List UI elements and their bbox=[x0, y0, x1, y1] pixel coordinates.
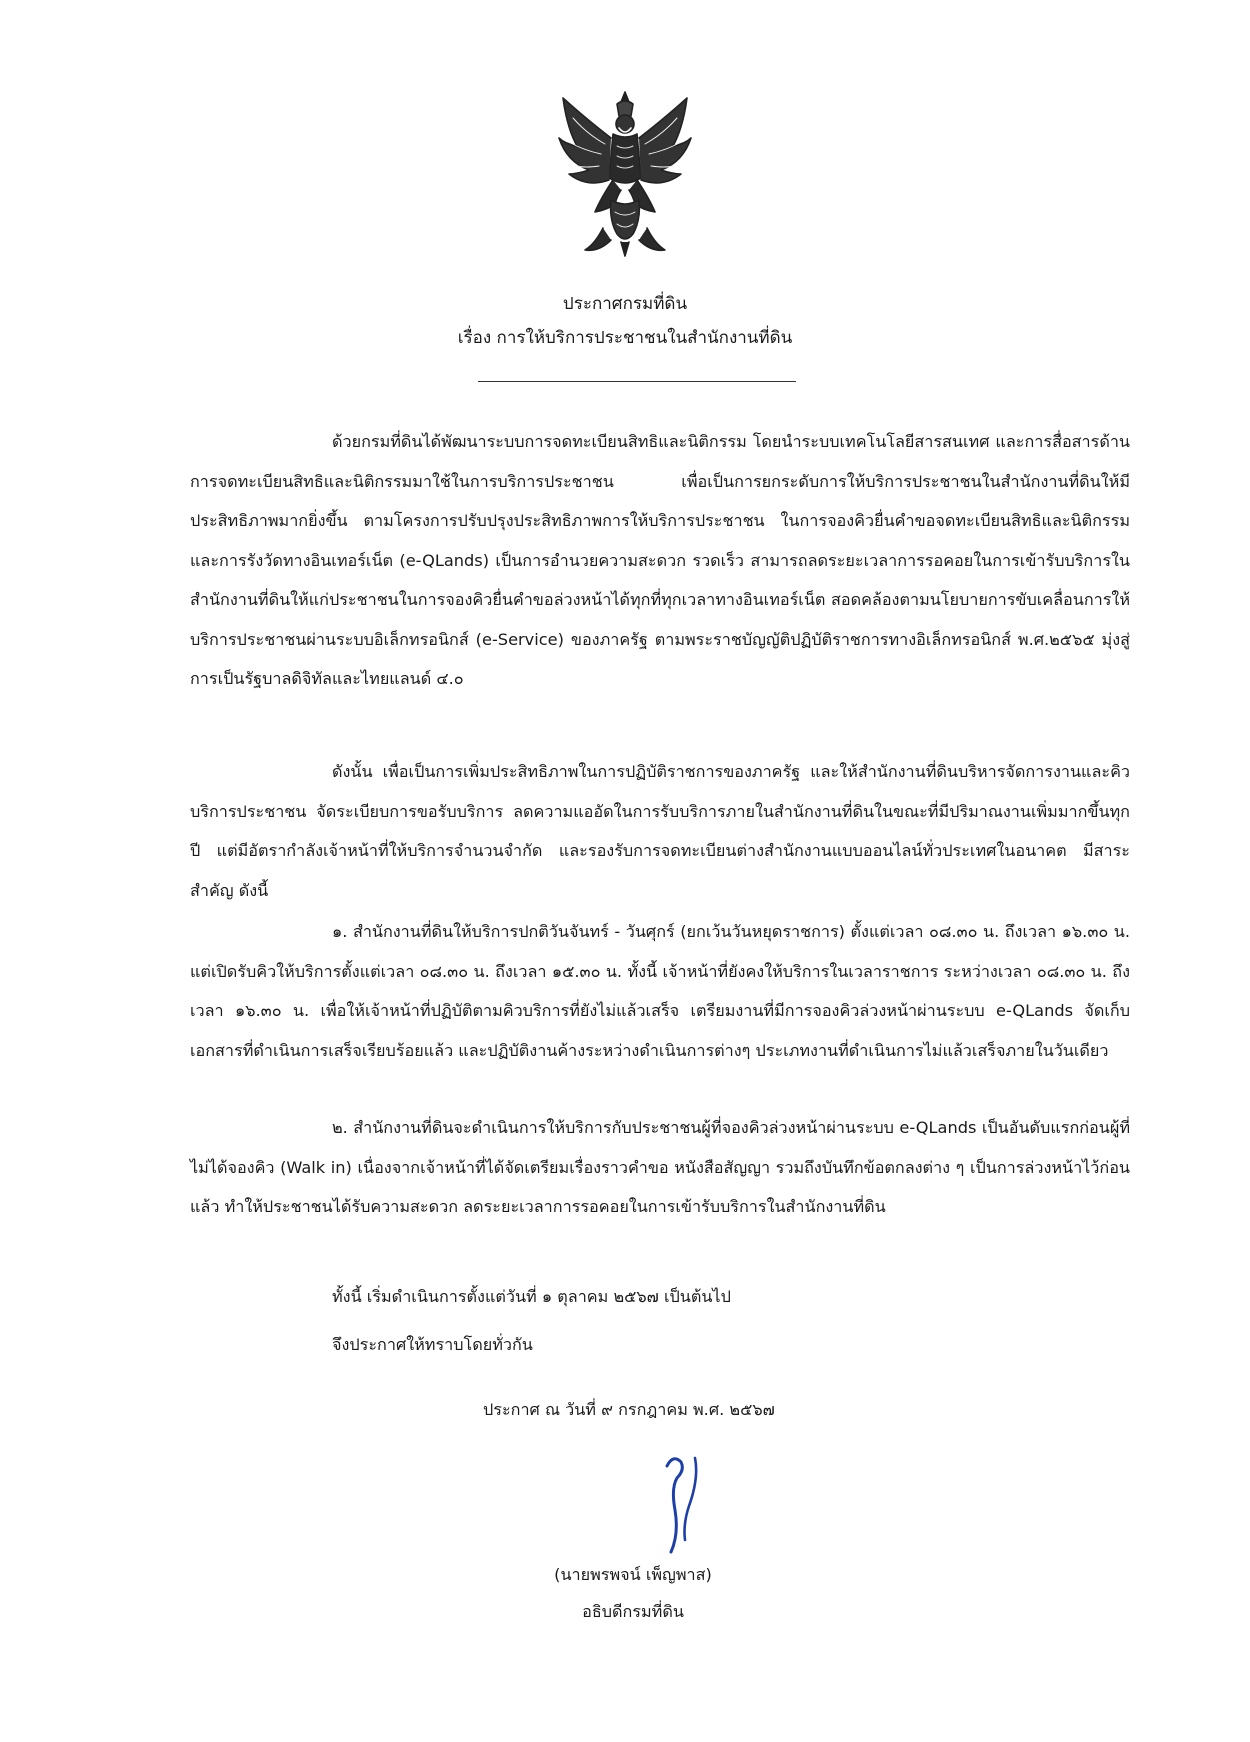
issue-date-line: ประกาศ ณ วันที่ ๙ กรกฎาคม พ.ศ. ๒๕๖๗ bbox=[483, 1400, 775, 1419]
signatory-name: (นายพรพจน์ เพ็ญพาส) bbox=[554, 1565, 712, 1584]
item-1: ๑. สำนักงานที่ดินให้บริการปกติวันจันทร์ - วันศุกร์ (ยกเว้นวันหยุดราชการ) ตั้งแต่เวลา ๐๘.๓๐ น. ถึงเวลา ๑๖.๓๐ น. แต่เปิดรับคิวให้บริการตั้งแต่เวลา ๐๘.๓๐ น. ถึงเวลา ๑๕.๓๐ น. ทั้งนี้ เจ้าหน้าที่ยังคงให้บริการในเวลาราชการ ระหว่างเวลา ๐๘.๓๐ น. ถึงเวลา ๑๖.๓๐ น. เพื่อให้เจ้าหน้าที่ปฏิบัติตามคิวบริการที่ยังไม่แล้วเสร็จ เตรียมงานที่มีการจองคิวล่วงหน้าผ่านระบบ e-QLands จัดเก็บเอกสารที่ดำเนินการเสร็จเรียบร้อยแล้ว และปฏิบัติงานค้างระหว่างดำเนินการต่างๆ ประเภทงานที่ดำเนินการไม่แล้วเสร็จภายในวันเดียว bbox=[190, 922, 1130, 1060]
announcement-subject: เรื่อง การให้บริการประชาชนในสำนักงานที่ดิน bbox=[457, 328, 793, 348]
start-date-line: ทั้งนี้ เริ่มดำเนินการตั้งแต่วันที่ ๑ ตุลาคม ๒๕๖๗ เป็นต้นไป bbox=[332, 1287, 731, 1306]
paragraph-2: ดังนั้น เพื่อเป็นการเพิ่มประสิทธิภาพในการปฏิบัติราชการของภาครัฐ และให้สำนักงานที่ดินบริหารจัดการงานและคิวบริการประชาชน จัดระเบียบการขอรับบริการ ลดความแออัดในการรับบริการภายในสำนักงานที่ดินในขณะที่มีปริมาณงานเพิ่มมากขึ้นทุกปี แต่มีอัตรากำลังเจ้าหน้าที่ให้บริการจำนวนจำกัด และรองรับการจดทะเบียนต่างสำนักงานแบบออนไลน์ทั่วประเทศในอนาคต มีสาระสำคัญ ดังนี้ bbox=[190, 762, 1130, 900]
item-2: ๒. สำนักงานที่ดินจะดำเนินการให้บริการกับประชาชนผู้ที่จองคิวล่วงหน้าผ่านระบบ e-QLands เป็นอันดับแรกก่อนผู้ที่ไม่ได้จองคิว (Walk in) เนื่องจากเจ้าหน้าที่ได้จัดเตรียมเรื่องราวคำขอ หนังสือสัญญา รวมถึงบันทึกข้อตกลงต่าง ๆ เป็นการล่วงหน้าไว้ก่อนแล้ว ทำให้ประชาชนได้รับความสะดวก ลดระยะเวลาการรอคอยในการเข้ารับบริการในสำนักงานที่ดิน bbox=[190, 1118, 1130, 1216]
paragraph-1: ด้วยกรมที่ดินได้พัฒนาระบบการจดทะเบียนสิทธิและนิติกรรม โดยนำระบบเทคโนโลยีสารสนเทศ และการสื่อสารด้านการจดทะเบียนสิทธิและนิติกรรมมาใช้ในการบริการประชาชน เพื่อเป็นการยกระดับการให้บริการประชาชนในสำนักงานที่ดินให้มีประสิทธิภาพมากยิ่งขึ้น ตามโครงการปรับปรุงประสิทธิภาพการให้บริการประชาชน ในการจองคิวยื่นคำขอจดทะเบียนสิทธิและนิติกรรม และการรังวัดทางอินเทอร์เน็ต (e-QLands) เป็นการอำนวยความสะดวก รวดเร็ว สามารถลดระยะเวลาการรอคอยในการเข้ารับบริการในสำนักงานที่ดินให้แก่ประชาชนในการจองคิวยื่นคำขอล่วงหน้าได้ทุกที่ทุกเวลาทางอินเทอร์เน็ต สอดคล้องตามนโยบายการขับเคลื่อนการให้บริการประชาชนผ่านระบบอิเล็กทรอนิกส์ (e-Service) ของภาครัฐ ตามพระราชบัญญัติปฏิบัติราชการทางอิเล็กทรอนิกส์ พ.ศ.๒๕๖๕ มุ่งสู่การเป็นรัฐบาลดิจิทัลและไทยแลนด์ ๔.๐ bbox=[190, 432, 1130, 688]
signatory-position: อธิบดีกรมที่ดิน bbox=[582, 1602, 684, 1621]
handwritten-signature-icon bbox=[655, 1448, 715, 1558]
title-divider bbox=[478, 381, 796, 382]
announce-line: จึงประกาศให้ทราบโดยทั่วกัน bbox=[332, 1335, 533, 1354]
announcement-title: ประกาศกรมที่ดิน bbox=[562, 294, 688, 314]
garuda-emblem-icon bbox=[555, 88, 695, 258]
